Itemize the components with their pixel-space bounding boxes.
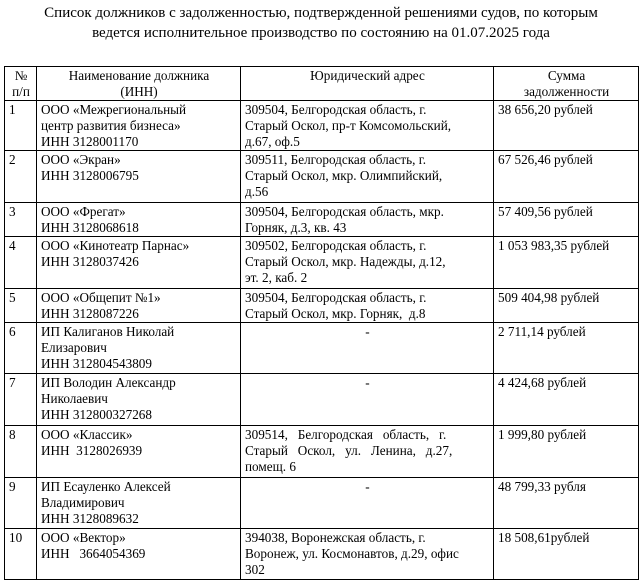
address-line: 309514, Белгородская область, г.	[245, 427, 447, 442]
address-line: 309504, Белгородская область, мкр.	[245, 204, 444, 219]
row-num: 4	[5, 237, 37, 289]
debtor-name-line: ИП Калиганов Николай	[41, 324, 175, 339]
address-line: Старый Оскол, мкр. Горняк, д.8	[245, 306, 426, 321]
debtor-inn: ИНН 312800327268	[41, 407, 152, 422]
header-address	[241, 67, 494, 101]
debt-amount: 48 799,33 рубля	[494, 478, 639, 529]
table-row	[5, 529, 639, 580]
legal-address: -	[241, 323, 494, 374]
header-name	[37, 67, 241, 101]
table-row	[5, 478, 639, 529]
header-name-line: Наименование должника	[68, 68, 210, 83]
row-num: 1	[5, 101, 37, 151]
table-row	[5, 237, 639, 289]
debtor-name-line: Николаевич	[41, 391, 108, 406]
address-line: 302	[245, 562, 265, 577]
row-num: 6	[5, 323, 37, 374]
debtor-name-line: ООО «Общепит №1»	[41, 290, 161, 305]
header-amount-line: задолженности	[523, 84, 610, 99]
address-line: Старый Оскол, мкр. Олимпийский,	[245, 168, 443, 183]
address-line: Старый Оскол, пр-т Комсомольский,	[245, 118, 452, 133]
debtor-name-line: центр развития бизнеса»	[41, 118, 181, 133]
legal-address	[241, 101, 494, 151]
debt-amount: 67 526,46 рублей	[494, 151, 639, 203]
address-line: Горняк, д.3, кв. 43	[245, 220, 347, 235]
header-amount	[494, 67, 639, 101]
debtor-name-line: ООО «Кинотеатр Парнас»	[41, 238, 190, 253]
debtor-name-line: Елизарович	[41, 340, 107, 355]
debt-amount: 38 656,20 рублей	[494, 101, 639, 151]
debtor-inn: ИНН 3128037426	[41, 254, 139, 269]
row-num: 10	[5, 529, 37, 580]
header-address-line: Юридический адрес	[310, 68, 425, 83]
header-amount-line: Сумма	[547, 68, 586, 83]
debtor-name-line: ООО «Вектор»	[41, 530, 126, 545]
table-row	[5, 203, 639, 237]
debtor-inn: ИНН 3664054369	[41, 546, 146, 561]
debtor-name	[37, 203, 241, 237]
debtor-name	[37, 323, 241, 374]
debtor-name-line: ООО «Экран»	[41, 152, 121, 167]
debt-amount: 1 053 983,35 рублей	[494, 237, 639, 289]
debtor-name-line: ИП Есауленко Алексей	[41, 479, 171, 494]
debtor-name-line: ООО «Фрегат»	[41, 204, 126, 219]
row-num: 2	[5, 151, 37, 203]
debt-amount: 57 409,56 рублей	[494, 203, 639, 237]
legal-address	[241, 426, 494, 478]
legal-address: -	[241, 374, 494, 426]
debtor-name	[37, 374, 241, 426]
title-line-2: ведется исполнительное производство по состоянию на 01.07.2025 года	[92, 25, 550, 41]
debtor-inn: ИНН 3128068618	[41, 220, 139, 235]
address-line: Старый Оскол, ул. Ленина, д.27,	[245, 443, 453, 458]
debtor-name	[37, 289, 241, 323]
row-num: 3	[5, 203, 37, 237]
debtor-name	[37, 426, 241, 478]
legal-address	[241, 529, 494, 580]
address-line: эт. 2, каб. 2	[245, 270, 308, 285]
table-row	[5, 289, 639, 323]
debtor-inn: ИНН 3128001170	[41, 134, 139, 149]
legal-address	[241, 203, 494, 237]
address-line: 309504, Белгородская область, г.	[245, 102, 427, 117]
debt-amount: 18 508,61рублей	[494, 529, 639, 580]
debtor-name-line: ООО «Межрегиональный	[41, 102, 187, 117]
document-title	[0, 3, 642, 43]
header-num	[5, 67, 37, 101]
header-num-line: п/п	[12, 84, 30, 99]
table-row	[5, 374, 639, 426]
table-row	[5, 151, 639, 203]
debtor-inn: ИНН 3128089632	[41, 511, 139, 526]
debtor-inn: ИНН 3128006795	[41, 168, 139, 183]
table-row	[5, 101, 639, 151]
address-line: Воронеж, ул. Космонавтов, д.29, офис	[245, 546, 459, 561]
table-header-row	[5, 67, 639, 101]
title-line-1: Список должников с задолженностью, подтвержденной решениями судов, по которым	[44, 5, 598, 21]
debtor-name	[37, 478, 241, 529]
legal-address	[241, 237, 494, 289]
debtor-name	[37, 529, 241, 580]
debt-amount: 4 424,68 рублей	[494, 374, 639, 426]
table-row	[5, 426, 639, 478]
row-num: 8	[5, 426, 37, 478]
debt-amount: 2 711,14 рублей	[494, 323, 639, 374]
debtor-name-line: ООО «Классик»	[41, 427, 133, 442]
debt-amount: 1 999,80 рублей	[494, 426, 639, 478]
debtor-name-line: ИП Володин Александр	[41, 375, 176, 390]
row-num: 5	[5, 289, 37, 323]
address-line: Старый Оскол, мкр. Надежды, д.12,	[245, 254, 446, 269]
legal-address	[241, 289, 494, 323]
address-line: помещ. 6	[245, 459, 296, 474]
debtor-inn: ИНН 3128026939	[41, 443, 143, 458]
address-line: д.67, оф.5	[245, 134, 300, 149]
debtor-name-line: Владимирович	[41, 495, 125, 510]
address-line: д.56	[245, 184, 269, 199]
debtor-inn: ИНН 3128087226	[41, 306, 139, 321]
debtor-inn: ИНН 312804543809	[41, 356, 152, 371]
debt-amount: 509 404,98 рублей	[494, 289, 639, 323]
debtor-name	[37, 151, 241, 203]
address-line: 309511, Белгородская область, г.	[245, 152, 426, 167]
debtors-table	[4, 66, 639, 580]
legal-address	[241, 151, 494, 203]
header-num-line: №	[14, 68, 28, 83]
debtor-name	[37, 101, 241, 151]
row-num: 9	[5, 478, 37, 529]
legal-address: -	[241, 478, 494, 529]
debtor-name	[37, 237, 241, 289]
address-line: 309504, Белгородская область, г.	[245, 290, 427, 305]
row-num: 7	[5, 374, 37, 426]
header-name-line: (ИНН)	[120, 84, 158, 99]
table-row	[5, 323, 639, 374]
address-line: 394038, Воронежская область, г.	[245, 530, 426, 545]
address-line: 309502, Белгородская область, г.	[245, 238, 427, 253]
